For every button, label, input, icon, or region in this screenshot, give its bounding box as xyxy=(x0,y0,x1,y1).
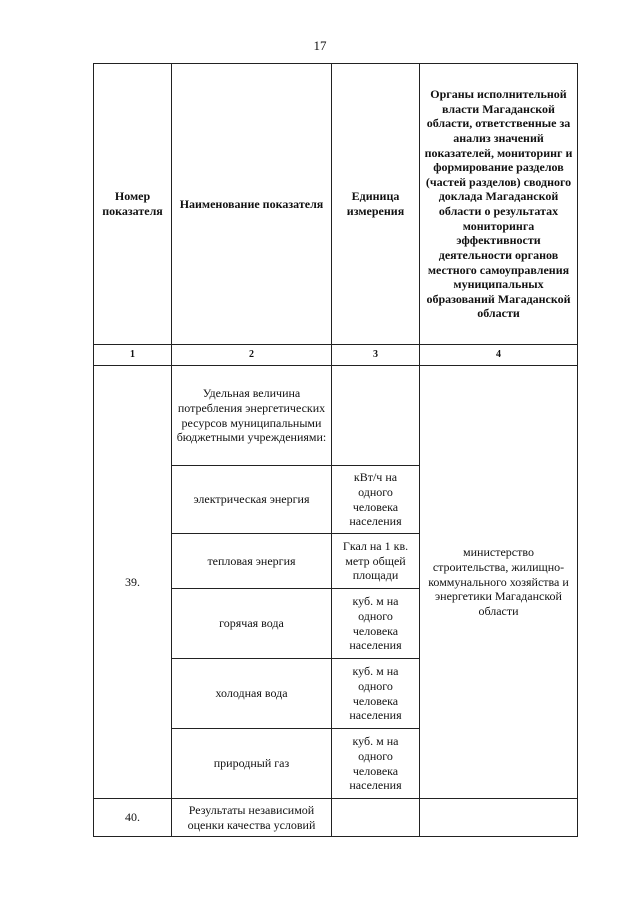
indicator-unit-empty xyxy=(332,366,420,466)
indicator-number: 39. xyxy=(94,366,172,799)
indicator-subitem-unit: Гкал на 1 кв. метр общей площади xyxy=(332,534,420,589)
header-indicator-number: Номер показателя xyxy=(94,64,172,345)
indicator-number: 40. xyxy=(94,799,172,837)
page-number: 17 xyxy=(313,38,327,53)
indicator-subitem-name: тепловая энергия xyxy=(172,534,332,589)
indicator-subitem-name: горячая вода xyxy=(172,589,332,659)
column-number: 2 xyxy=(172,345,332,366)
indicator-subitem-unit: куб. м на одного человека населения xyxy=(332,589,420,659)
responsible-body: министерство строительства, жилищно-коммунального хозяйства и энергетики Магаданской области xyxy=(420,366,578,799)
indicators-table xyxy=(93,63,578,837)
indicator-subitem-unit: кВт/ч на одного человека населения xyxy=(332,466,420,534)
header-responsible-bodies: Органы исполнительной власти Магаданской области, ответственные за анализ значений показателей, мониторинг и формирование разделов (частей разделов) сводного доклада Магаданской области о результатах мониторинга эффективности деятельности органов местного самоуправления муниципальных образований Магаданской области xyxy=(420,64,578,345)
table-row xyxy=(94,366,578,466)
indicator-title: Результаты независимой оценки качества условий xyxy=(172,799,332,837)
column-number: 4 xyxy=(420,345,578,366)
indicator-subitem-name: холодная вода xyxy=(172,659,332,729)
column-number: 1 xyxy=(94,345,172,366)
responsible-body-empty xyxy=(420,799,578,837)
column-number: 3 xyxy=(332,345,420,366)
indicator-subitem-unit: куб. м на одного человека населения xyxy=(332,729,420,799)
table-row xyxy=(94,799,578,837)
indicator-subitem-unit: куб. м на одного человека населения xyxy=(332,659,420,729)
header-unit: Единица измерения xyxy=(332,64,420,345)
header-indicator-name: Наименование показателя xyxy=(172,64,332,345)
indicator-subitem-name: электрическая энергия xyxy=(172,466,332,534)
table-header-row xyxy=(94,64,578,345)
column-number-row xyxy=(94,345,578,366)
indicator-unit-empty xyxy=(332,799,420,837)
indicator-subitem-name: природный газ xyxy=(172,729,332,799)
indicator-title: Удельная величина потребления энергетических ресурсов муниципальными бюджетными учреждениями: xyxy=(172,366,332,466)
